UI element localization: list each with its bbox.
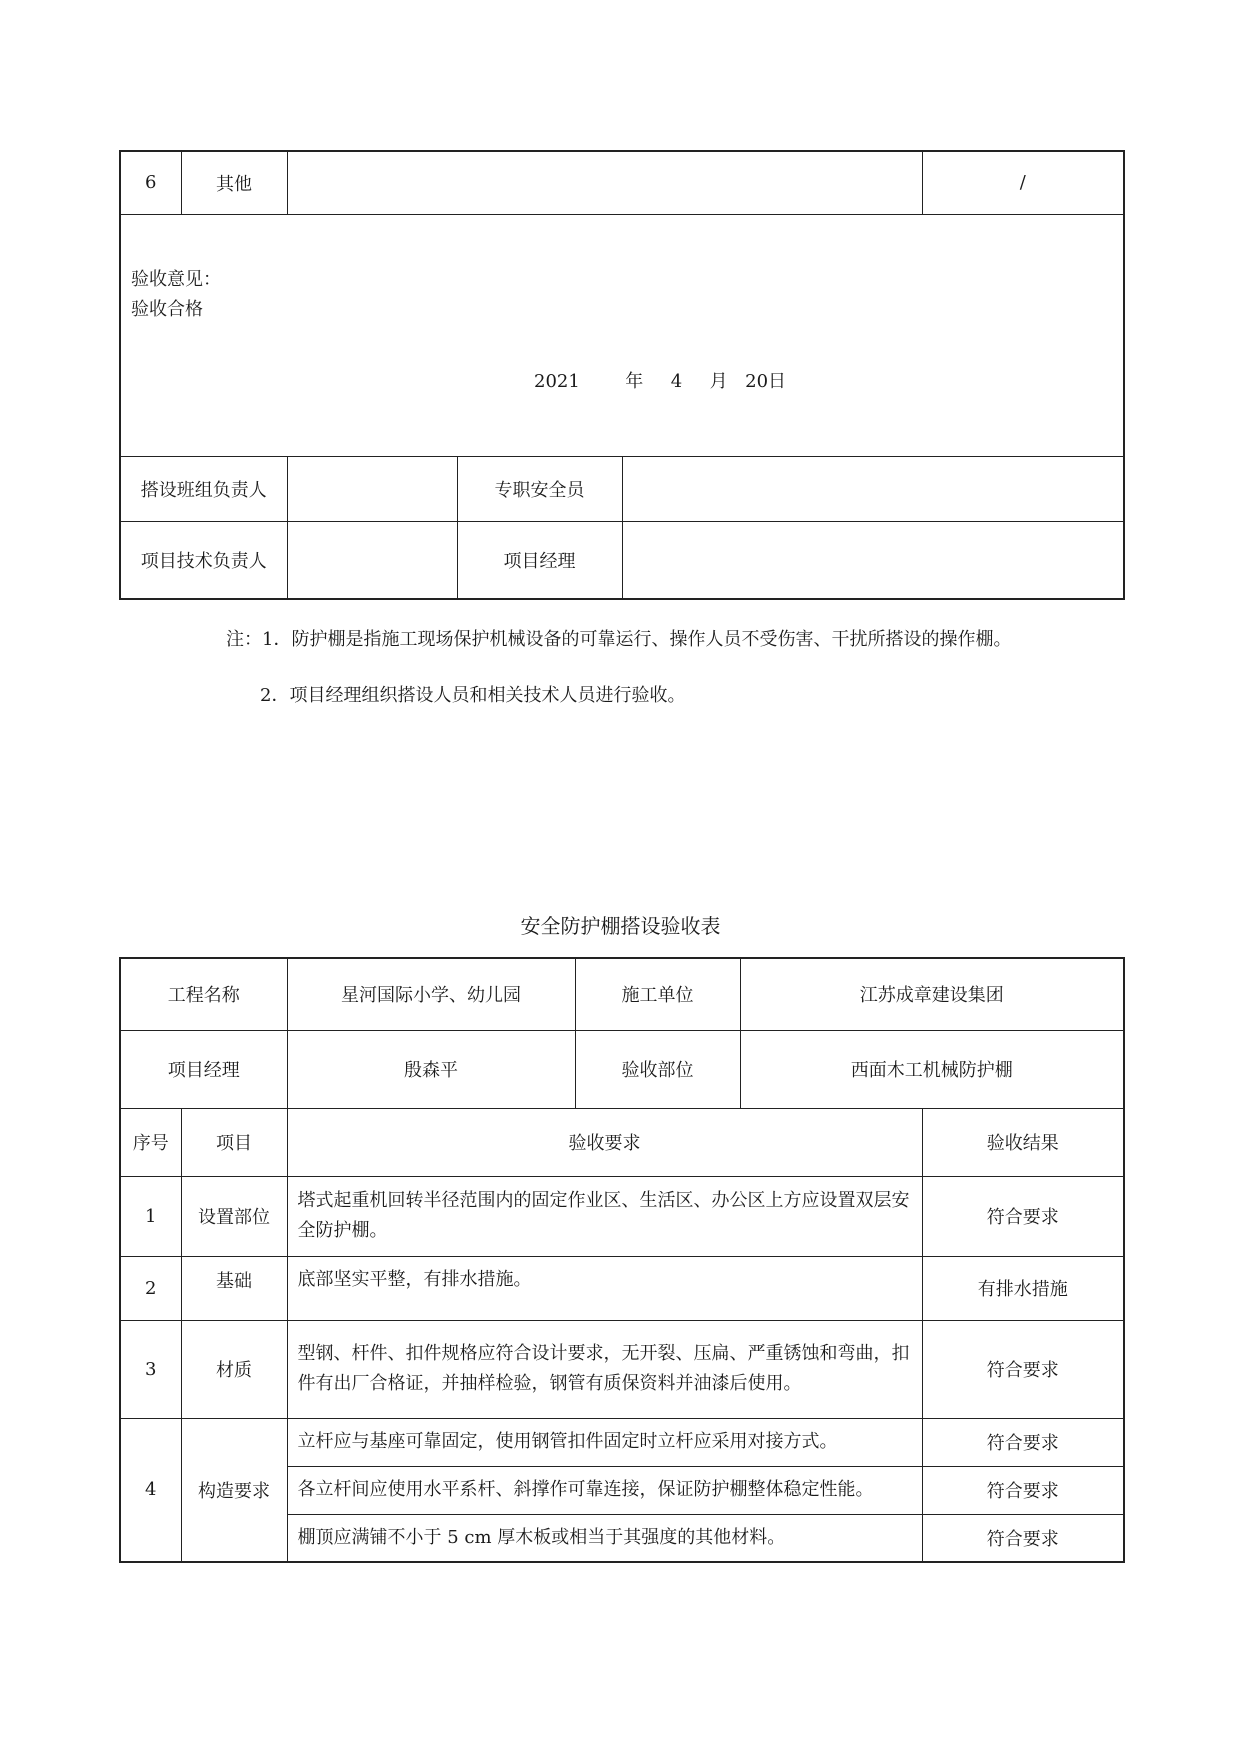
location-label: 验收部位 xyxy=(575,1030,740,1108)
header-requirement: 验收要求 xyxy=(287,1108,922,1176)
opinion-row xyxy=(120,214,1124,456)
row-requirement: 各立杆间应使用水平系杆、斜撑作可靠连接，保证防护棚整体稳定性能。 xyxy=(287,1466,922,1514)
row-requirement: 塔式起重机回转半径范围内的固定作业区、生活区、办公区上方应设置双层安全防护棚。 xyxy=(287,1176,922,1256)
table-row xyxy=(120,1320,1124,1418)
table-row xyxy=(120,1418,1124,1466)
row-item: 构造要求 xyxy=(181,1418,287,1562)
date-year-unit: 年 xyxy=(625,370,644,392)
row-result: 符合要求 xyxy=(922,1176,1124,1256)
row-number: 1 xyxy=(120,1176,181,1256)
date-day: 20日 xyxy=(745,370,787,392)
signature-row xyxy=(120,521,1124,599)
row-requirement: 型钢、杆件、扣件规格应符合设计要求，无开裂、压扁、严重锈蚀和弯曲，扣件有出厂合格证，并抽样检验，钢管有质保资料并油漆后使用。 xyxy=(287,1320,922,1418)
location-value: 西面木工机械防护棚 xyxy=(740,1030,1124,1108)
header-row xyxy=(120,1108,1124,1176)
note-2: 2．项目经理组织搭设人员和相关技术人员进行验收。 xyxy=(260,685,686,706)
tech-lead-label: 项目技术负责人 xyxy=(120,521,287,599)
form-title: 安全防护棚搭设验收表 xyxy=(520,914,721,938)
row-result: / xyxy=(922,151,1124,214)
row-item: 材质 xyxy=(181,1320,287,1418)
acceptance-continuation-table xyxy=(119,150,1125,600)
row-result: 有排水措施 xyxy=(922,1256,1124,1320)
team-leader-signature xyxy=(287,456,457,521)
manager-value: 殷森平 xyxy=(287,1030,575,1108)
row-item: 其他 xyxy=(181,151,287,214)
acceptance-date xyxy=(534,367,786,393)
project-name-value: 星河国际小学、幼儿园 xyxy=(287,958,575,1030)
table-row xyxy=(120,1176,1124,1256)
header-item: 项目 xyxy=(181,1108,287,1176)
row-number: 4 xyxy=(120,1418,181,1562)
team-leader-label: 搭设班组负责人 xyxy=(120,456,287,521)
date-month: 4 xyxy=(670,370,683,392)
project-manager-signature xyxy=(622,521,1124,599)
date-year: 2021 xyxy=(534,370,580,392)
project-manager-label: 项目经理 xyxy=(457,521,622,599)
contractor-value: 江苏成章建设集团 xyxy=(740,958,1124,1030)
manager-label: 项目经理 xyxy=(120,1030,287,1108)
row-number: 3 xyxy=(120,1320,181,1418)
row-requirement xyxy=(287,151,922,214)
row-result: 符合要求 xyxy=(922,1418,1124,1466)
row-result: 符合要求 xyxy=(922,1320,1124,1418)
contractor-label: 施工单位 xyxy=(575,958,740,1030)
row-item: 设置部位 xyxy=(181,1176,287,1256)
opinion-text: 验收合格 xyxy=(131,298,203,320)
row-requirement: 棚顶应满铺不小于 5 cm 厚木板或相当于其强度的其他材料。 xyxy=(287,1514,922,1562)
opinion-label: 验收意见： xyxy=(131,268,221,290)
row-requirement: 立杆应与基座可靠固定，使用钢管扣件固定时立杆应采用对接方式。 xyxy=(287,1418,922,1466)
row-item: 基础 xyxy=(181,1256,287,1320)
row-result: 符合要求 xyxy=(922,1514,1124,1562)
header-result: 验收结果 xyxy=(922,1108,1124,1176)
header-no: 序号 xyxy=(120,1108,181,1176)
row-requirement: 底部坚实平整，有排水措施。 xyxy=(287,1256,922,1320)
date-month-unit: 月 xyxy=(709,370,728,392)
safety-officer-signature xyxy=(622,456,1124,521)
table-row xyxy=(120,1256,1124,1320)
info-row xyxy=(120,958,1124,1030)
row-number: 2 xyxy=(120,1256,181,1320)
row-number: 6 xyxy=(120,151,181,214)
project-name-label: 工程名称 xyxy=(120,958,287,1030)
notes xyxy=(226,625,1126,711)
tech-lead-signature xyxy=(287,521,457,599)
table-row xyxy=(120,151,1124,214)
acceptance-form-table xyxy=(119,957,1125,1563)
info-row xyxy=(120,1030,1124,1108)
opinion-section xyxy=(121,215,1123,453)
row-result: 符合要求 xyxy=(922,1466,1124,1514)
safety-officer-label: 专职安全员 xyxy=(457,456,622,521)
note-1: 注：1．防护棚是指施工现场保护机械设备的可靠运行、操作人员不受伤害、干扰所搭设的操作棚。 xyxy=(226,629,1012,650)
signature-row xyxy=(120,456,1124,521)
